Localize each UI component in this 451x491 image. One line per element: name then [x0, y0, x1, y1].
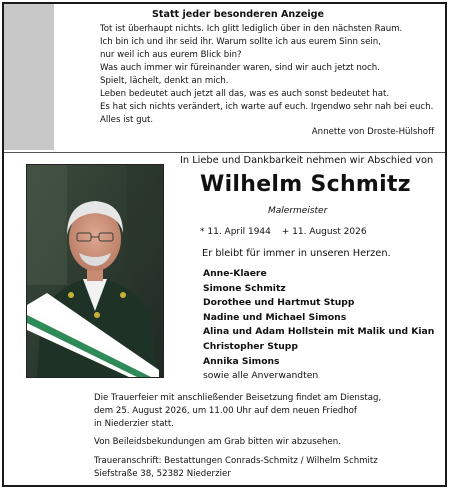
poem-author: Annette von Droste-Hülshoff	[311, 127, 434, 137]
poem-line: Es hat sich nichts verändert, ich warte auf euch. Irgendwo sehr nah bei euch.	[100, 102, 434, 112]
funeral-line: Die Trauerfeier mit anschließender Beisetzung findet am Dienstag,	[94, 393, 382, 403]
farewell-intro: In Liebe und Dankbarkeit nehmen wir Abschied von	[180, 155, 434, 166]
mourner-name: Simone Schmitz	[203, 282, 286, 294]
mourner-name: Anne-Klaere	[203, 268, 267, 279]
deceased-profession: Malermeister	[268, 206, 328, 216]
poem-line: Leben bedeutet auch jetzt all das, was es auch sonst bedeutet hat.	[100, 89, 390, 99]
deceased-name: Wilhelm Schmitz	[200, 172, 411, 197]
memorial-motto: Er bleibt für immer in unseren Herzen.	[202, 248, 391, 259]
death-date: + 11. August 2026	[281, 227, 367, 237]
portrait-photo	[26, 164, 164, 378]
section-divider	[4, 152, 445, 153]
address-line: Siefstraße 38, 52382 Niederzier	[94, 468, 231, 479]
funeral-details	[94, 392, 444, 481]
poem-line: Alles ist gut.	[100, 115, 154, 125]
funeral-line: in Niederzier statt.	[94, 418, 174, 429]
funeral-line: dem 25. August 2026, um 11.00 Uhr auf dem neuen Friedhof	[94, 405, 357, 416]
mourning-address	[94, 455, 444, 481]
address-line: Traueranschrift: Bestattungen Conrads-Schmitz / Wilhelm Schmitz	[94, 456, 378, 467]
poem-line: Was auch immer wir füreinander waren, sind wir auch jetzt noch.	[100, 63, 380, 73]
poem-line: Spielt, lächelt, denkt an mich.	[100, 76, 229, 86]
funeral-info	[94, 392, 444, 430]
mourner-name: Nadine und Michael Simons	[203, 311, 347, 323]
mourners-closing: sowie alle Anverwandten	[203, 370, 319, 382]
birth-date: * 11. April 1944	[200, 227, 271, 237]
poem-section	[100, 8, 440, 139]
condolence-note: Von Beileidsbekundungen am Grab bitten wir abzusehen.	[94, 437, 341, 448]
mourner-name: Christopher Stupp	[203, 340, 298, 352]
poem-line: Tot ist überhaupt nichts. Ich glitt lediglich über in den nächsten Raum.	[100, 24, 403, 34]
mourner-name: Annika Simons	[203, 355, 280, 367]
poem-line: nur weil ich aus eurem Blick bin?	[100, 50, 242, 60]
mourner-name: Dorothee und Hartmut Stupp	[203, 297, 355, 309]
life-dates	[200, 227, 375, 237]
notice-heading: Statt jeder besonderen Anzeige	[152, 9, 325, 20]
decorative-grey-band	[4, 4, 54, 150]
mourners-list	[203, 267, 434, 384]
mourner-name: Alina und Adam Hollstein mit Malik und Kian	[203, 326, 435, 338]
poem-line: Ich bin ich und ihr seid ihr. Warum sollte ich aus eurem Sinn sein,	[100, 37, 381, 47]
